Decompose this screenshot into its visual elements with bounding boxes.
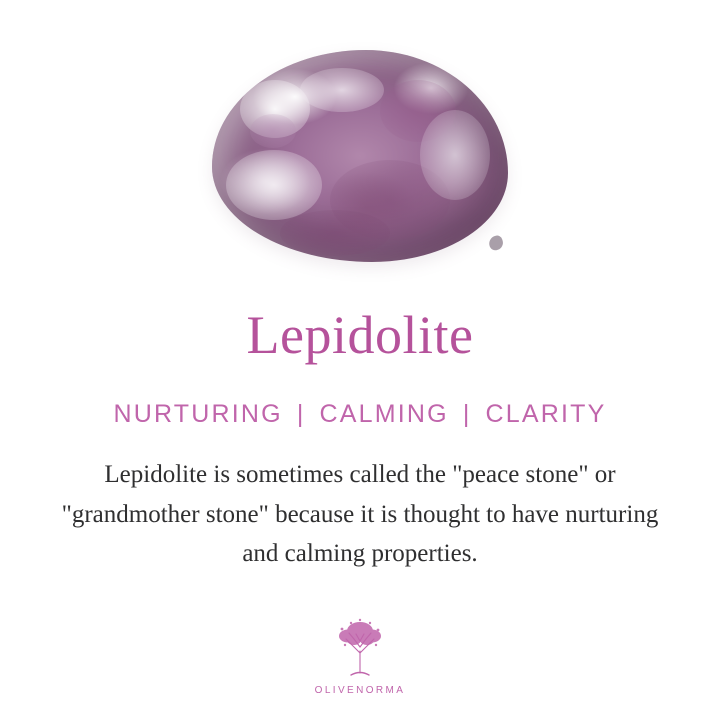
stone-image bbox=[0, 10, 720, 290]
tree-of-life-icon bbox=[327, 617, 393, 679]
keyword-nurturing: NURTURING bbox=[113, 400, 283, 428]
brand-logo bbox=[0, 617, 720, 696]
keyword-separator: | bbox=[296, 400, 306, 428]
keyword-calming: CALMING bbox=[319, 400, 449, 428]
description-text: Lepidolite is sometimes called the "peace stone" or "grandmother stone" because it is thought to have nurturing and calming properties. bbox=[61, 461, 659, 567]
keyword-clarity: CLARITY bbox=[485, 400, 607, 428]
page-title: Lepidolite bbox=[246, 305, 474, 365]
stone-chip bbox=[487, 234, 505, 252]
keyword-separator: | bbox=[462, 400, 472, 428]
lepidolite-stone-shape bbox=[212, 50, 508, 262]
brand-name: OLIVENORMA bbox=[314, 685, 406, 696]
keyword-list bbox=[113, 400, 606, 429]
